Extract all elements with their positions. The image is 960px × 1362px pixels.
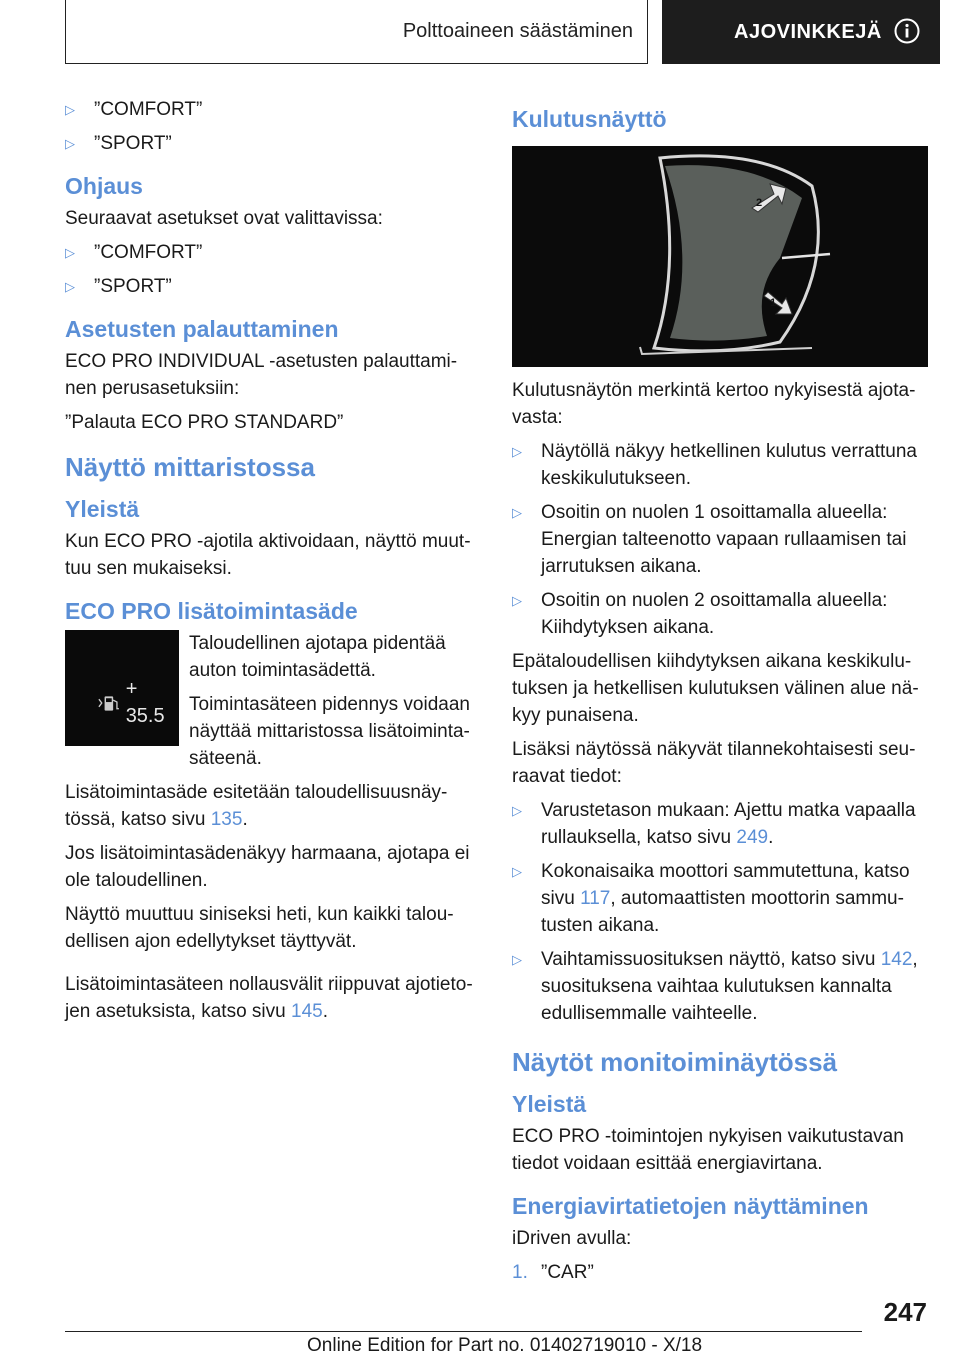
paragraph: Jos lisätoimintasädenäkyy harmaana, ajotapa ei ole taloudellinen. bbox=[65, 843, 470, 891]
left-column bbox=[65, 96, 477, 1032]
list-item: ▷ Näytöllä näkyy hetkellinen kulutus verrattuna keskikulutukseen. bbox=[512, 438, 928, 492]
bullet-triangle-icon: ▷ bbox=[512, 593, 522, 608]
paragraph: Näyttö muuttuu siniseksi heti, kun kaikki talou‐dellisen ajon edellytykset täyttyvät. bbox=[65, 904, 454, 952]
fuel-pump-icon bbox=[97, 692, 122, 714]
paragraph: ”Palauta ECO PRO STANDARD” bbox=[65, 412, 344, 433]
paragraph: iDriven avulla: bbox=[512, 1228, 632, 1249]
paragraph: Taloudellinen ajotapa pidentää auton toimintasädettä. bbox=[189, 633, 446, 681]
list-item: ▷ Varustetason mukaan: Ajettu matka vapaalla rullauksella, katso sivu 249. bbox=[512, 797, 928, 851]
list-item: ▷ ”COMFORT” bbox=[65, 239, 477, 266]
list-item: ▷ Osoitin on nuolen 1 osoittamalla alueella: Energian talteenotto vapaan rullaamisen tai jarrutuksen aikana. bbox=[512, 499, 928, 580]
list-item: ▷ ”SPORT” bbox=[65, 273, 477, 300]
bullet-triangle-icon: ▷ bbox=[65, 136, 75, 151]
paragraph: Kulutusnäytön merkintä kertoo nykyisestä ajota‐vasta: bbox=[512, 380, 916, 428]
eco-range-value: + 35.5 bbox=[125, 678, 165, 727]
page-link-142[interactable]: 142 bbox=[880, 949, 913, 970]
heading-yleista: Yleistä bbox=[65, 496, 140, 522]
bullet-triangle-icon: ▷ bbox=[65, 279, 75, 294]
bullet-triangle-icon: ▷ bbox=[65, 102, 75, 117]
page-link-135[interactable]: 135 bbox=[210, 809, 243, 830]
heading-naytot-monitoiminaytossa: Näytöt monitoiminäytössä bbox=[512, 1047, 838, 1077]
header-section-title: Polttoaineen säästäminen bbox=[402, 20, 633, 42]
bullet-triangle-icon: ▷ bbox=[512, 803, 522, 818]
heading-naytto-mittaristossa: Näyttö mittaristossa bbox=[65, 452, 315, 482]
bullet-triangle-icon: ▷ bbox=[512, 952, 522, 967]
paragraph: ECO PRO INDIVIDUAL -asetusten palauttami‐nen perusasetuksiin: bbox=[65, 351, 458, 399]
heading-kulutusnaytto: Kulutusnäyttö bbox=[512, 106, 667, 132]
right-column bbox=[512, 96, 928, 1293]
header-section-box bbox=[65, 0, 648, 64]
page-number: 247 bbox=[883, 1297, 927, 1327]
page-link-117[interactable]: 117 bbox=[580, 888, 611, 909]
bullet-triangle-icon: ▷ bbox=[512, 444, 522, 459]
step-number: 1. bbox=[512, 1262, 528, 1283]
header-chapter-tab[interactable] bbox=[662, 0, 940, 64]
eco-range-image bbox=[65, 630, 179, 746]
page-link-145[interactable]: 145 bbox=[291, 1001, 323, 1022]
paragraph: Lisäksi näytössä näkyvät tilannekohtaisesti seu‐raavat tiedot: bbox=[512, 739, 916, 787]
heading-eco-pro-lisatoimintasade: ECO PRO lisätoimintasäde bbox=[65, 598, 358, 624]
list-item: ▷ Vaihtamissuosituksen näyttö, katso sivu 142, suosituksena vaihtaa kulutuksen kannalta edullisemmalle vaihteelle. bbox=[512, 946, 928, 1027]
bullet-triangle-icon: ▷ bbox=[65, 245, 75, 260]
paragraph: ECO PRO -toimintojen nykyisen vaikutustavan tiedot voidaan esittää energiavirtana. bbox=[512, 1126, 904, 1174]
paragraph: Toimintasäteen pidennys voidaan näyttää mittaristossa lisätoiminta‐säteenä. bbox=[189, 694, 470, 769]
heading-asetusten-palauttaminen: Asetusten palauttaminen bbox=[65, 316, 339, 342]
paragraph: Lisätoimintasäteen nollausvälit riippuvat ajotieto‐jen asetuksista, katso sivu 145. bbox=[65, 974, 473, 1022]
consumption-gauge-image bbox=[512, 146, 928, 367]
paragraph: Seuraavat asetukset ovat valittavissa: bbox=[65, 208, 383, 229]
info-icon bbox=[894, 18, 920, 44]
list-item: ▷ ”COMFORT” bbox=[65, 96, 477, 123]
paragraph: Kun ECO PRO -ajotila aktivoidaan, näyttö muut‐tuu sen mukaiseksi. bbox=[65, 531, 471, 579]
paragraph: Epätaloudellisen kiihdytyksen aikana keskikulu‐tuksen ja hetkellisen kulutuksen välinen alue nä‐kyy punaisena. bbox=[512, 651, 919, 726]
numbered-item: 1. ”CAR” bbox=[512, 1259, 928, 1286]
gauge-label-1: 1 bbox=[770, 297, 777, 309]
bullet-triangle-icon: ▷ bbox=[512, 505, 522, 520]
heading-energiavirtatietojen-nayttaminen: Energiavirtatietojen näyttäminen bbox=[512, 1193, 869, 1219]
heading-ohjaus: Ohjaus bbox=[65, 173, 143, 199]
page-link-249[interactable]: 249 bbox=[736, 827, 769, 848]
bullet-triangle-icon: ▷ bbox=[512, 864, 522, 879]
footer-divider bbox=[65, 1331, 862, 1332]
list-item: ▷ Kokonaisaika moottori sammutettuna, katso sivu 117, automaattisten moottorin sammu‐tusten aikana. bbox=[512, 858, 928, 939]
paragraph: Lisätoimintasäde esitetään taloudellisuusnäy‐tössä, katso sivu 135. bbox=[65, 782, 448, 830]
header-chapter-title: AJOVINKKEJÄ bbox=[734, 20, 882, 43]
list-item: ▷ ”SPORT” bbox=[65, 130, 477, 157]
list-item: ▷ Osoitin on nuolen 2 osoittamalla alueella: Kiihdytyksen aikana. bbox=[512, 587, 928, 641]
footer-edition: Online Edition for Part no. 01402719010 - X/18 bbox=[307, 1335, 703, 1356]
gauge-label-2: 2 bbox=[756, 197, 763, 209]
heading-yleista: Yleistä bbox=[512, 1091, 587, 1117]
